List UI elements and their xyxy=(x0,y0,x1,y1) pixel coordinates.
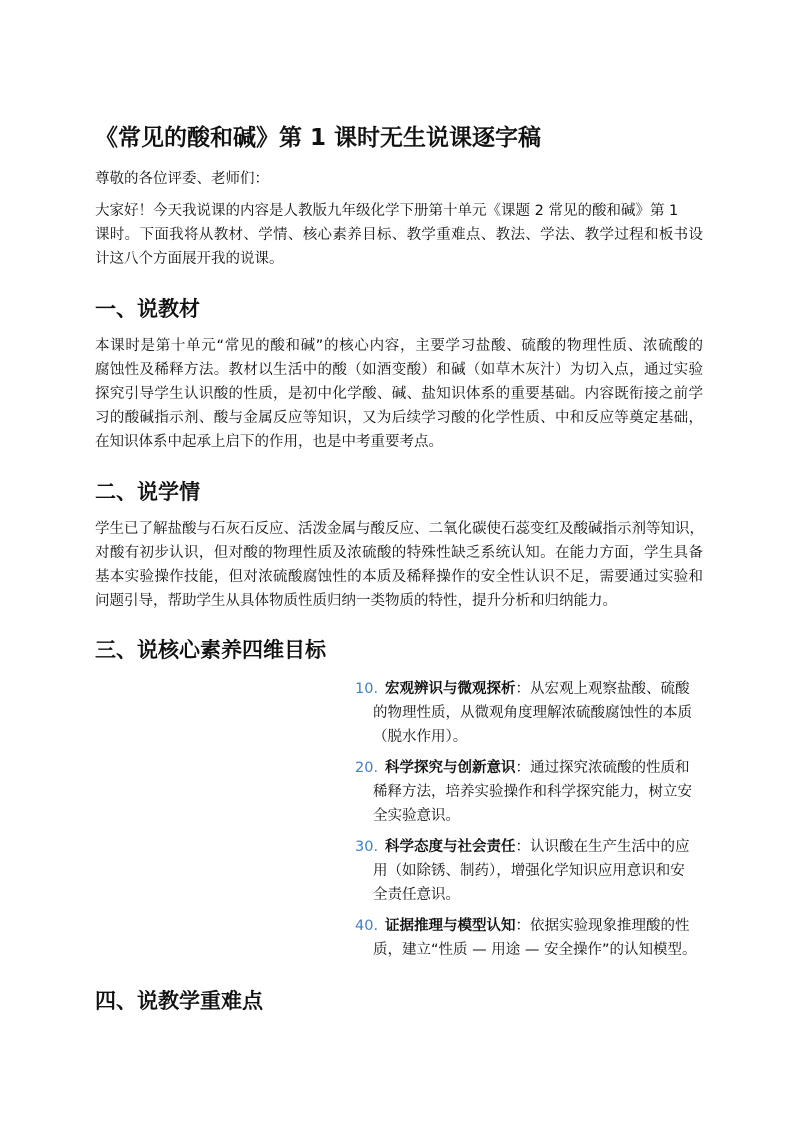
goal-text: ：通过探究浓硫酸的性质和 xyxy=(515,760,690,776)
text-line: 学生已了解盐酸与石灰石反应、活泼金属与酸反应、二氧化碳使石蕊变红及酸碱指示剂等知识， xyxy=(95,521,704,537)
goal-item xyxy=(355,835,715,907)
section-heading-key-difficult-points: 四、说教学重难点 xyxy=(95,989,263,1013)
text-line: 计这八个方面展开我的说课。 xyxy=(95,251,284,267)
greeting xyxy=(95,167,269,191)
document-title: 《常见的酸和碱》第 1 课时无生说课逐字稿 xyxy=(95,125,542,151)
goal-text-line: 稀释方法，培养实验操作和科学探究能力，树立安 xyxy=(373,784,692,800)
text-line: 腐蚀性及稀释方法。教材以生活中的酸（如酒变酸）和碱（如草木灰汁）为切入点，通过实验 xyxy=(95,362,703,378)
goal-item xyxy=(355,914,715,962)
goal-text: ：从宏观上观察盐酸、硫酸 xyxy=(515,681,690,697)
section-heading-textbook: 一、说教材 xyxy=(95,297,200,321)
goal-label: 证据推理与模型认知 xyxy=(385,918,516,934)
goal-text: ：依据实验现象推理酸的性 xyxy=(515,918,690,934)
goal-number: 20. xyxy=(355,760,379,776)
text-line: 对酸有初步认识，但对酸的物理性质及浓硫酸的特殊性缺乏系统认知。在能力方面，学生具备 xyxy=(95,545,703,561)
goal-text-line: 全实验意识。 xyxy=(373,808,460,824)
section-paragraph-textbook xyxy=(95,334,703,454)
section-paragraph-student-analysis xyxy=(95,517,703,613)
goal-number: 40. xyxy=(355,918,379,934)
text-line: 尊敬的各位评委、老师们： xyxy=(95,171,269,187)
goal-number: 30. xyxy=(355,839,379,855)
text-line: 习的酸碱指示剂、酸与金属反应等知识，又为后续学习酸的化学性质、中和反应等奠定基础， xyxy=(95,410,703,426)
goal-first-line xyxy=(355,914,715,938)
text-line: 在知识体系中起承上启下的作用，也是中考重要考点。 xyxy=(95,434,443,450)
text-line: 问题引导，帮助学生从具体物质性质归纳一类物质的特性，提升分析和归纳能力。 xyxy=(95,593,617,609)
goal-text-line: 用（如除锈、制药），增强化学知识应用意识和安 xyxy=(373,863,685,879)
section-heading-student-analysis: 二、说学情 xyxy=(95,480,200,504)
text-line: 大家好！今天我说课的内容是人教版九年级化学下册第十单元《课题 2 常见的酸和碱》第 1 xyxy=(95,203,679,219)
goal-text-line: 的物理性质，从微观角度理解浓硫酸腐蚀性的本质 xyxy=(373,705,692,721)
goal-first-line xyxy=(355,756,715,780)
goal-first-line xyxy=(355,677,715,701)
goal-item xyxy=(355,677,715,749)
goal-text-line: （脱水作用）。 xyxy=(373,729,468,745)
text-line: 课时。下面我将从教材、学情、核心素养目标、教学重难点、教法、学法、教学过程和板书设 xyxy=(95,227,703,243)
text-line: 基本实验操作技能，但对浓硫酸腐蚀性的本质及稀释操作的安全性认识不足，需要通过实验和 xyxy=(95,569,703,585)
goal-text-line: 全责任意识。 xyxy=(373,887,460,903)
section-heading-core-literacy-goals: 三、说核心素养四维目标 xyxy=(95,638,326,662)
text-line: 探究引导学生认识酸的性质，是初中化学酸、碱、盐知识体系的重要基础。内容既衔接之前学 xyxy=(95,386,703,402)
goal-first-line xyxy=(355,835,715,859)
goal-text-line: 质，建立“性质 — 用途 — 安全操作”的认知模型。 xyxy=(373,942,697,958)
goal-label: 科学态度与社会责任 xyxy=(385,839,516,855)
goal-label: 宏观辨识与微观探析 xyxy=(385,681,516,697)
goal-text: ：认识酸在生产生活中的应 xyxy=(515,839,690,855)
goal-label: 科学探究与创新意识 xyxy=(385,760,516,776)
goal-item xyxy=(355,756,715,828)
goal-number: 10. xyxy=(355,681,379,697)
text-line: 本课时是第十单元“常见的酸和碱”的核心内容，主要学习盐酸、硫酸的物理性质、浓硫酸的 xyxy=(95,338,703,354)
intro-paragraph xyxy=(95,199,703,271)
